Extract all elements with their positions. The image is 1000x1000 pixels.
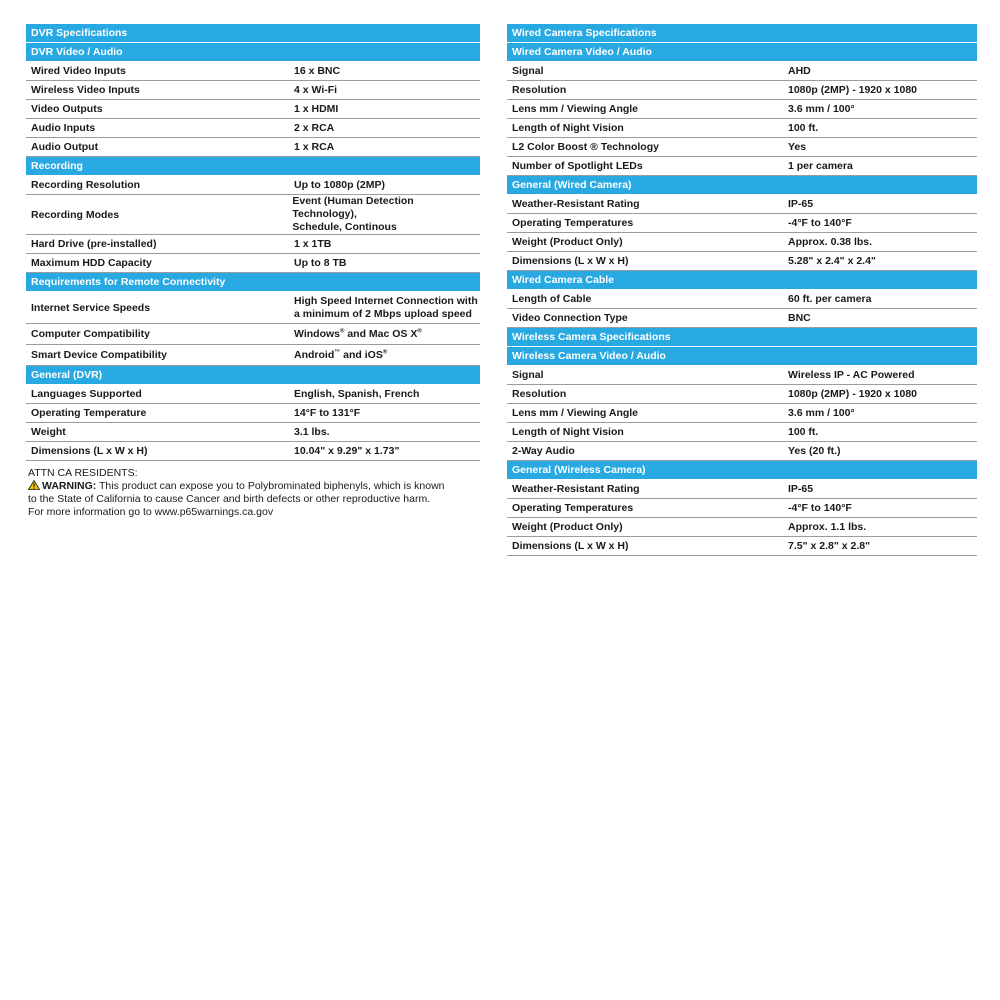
spec-row-operating-temperatures — [507, 499, 977, 518]
spec-label: Smart Device Compatibility — [31, 349, 167, 361]
warning-label: WARNING: — [42, 480, 97, 492]
spec-label: Number of Spotlight LEDs — [512, 160, 643, 172]
spec-value: 1080p (2MP) - 1920 x 1080 — [788, 387, 917, 400]
section-header-wireless-camera-specifications: Wireless Camera Specifications — [507, 328, 977, 346]
camera-spec-column — [507, 24, 977, 556]
section-header-dvr-video-audio: DVR Video / Audio — [26, 43, 480, 61]
spec-label: Weather-Resistant Rating — [512, 198, 640, 210]
spec-row-two-way-audio — [507, 442, 977, 461]
spec-row-night-vision — [507, 423, 977, 442]
section-header-wireless-camera-video-audio: Wireless Camera Video / Audio — [507, 347, 977, 365]
spec-value: 16 x BNC — [294, 64, 341, 77]
spec-label: Languages Supported — [31, 388, 142, 400]
spec-value: 1 x HDMI — [294, 102, 339, 115]
spec-value: 60 ft. per camera — [788, 292, 872, 305]
spec-row-video-connection-type — [507, 309, 977, 328]
spec-row-cable-length — [507, 290, 977, 309]
spec-value-line: High Speed Internet Connection with — [294, 294, 478, 307]
spec-value: 14°F to 131°F — [294, 406, 361, 419]
spec-value-line: a minimum of 2 Mbps upload speed — [294, 307, 472, 320]
os-name-ios: and iOS — [340, 348, 383, 361]
spec-label: Audio Output — [31, 141, 99, 153]
spec-value: Approx. 0.38 lbs. — [788, 235, 873, 248]
spec-label: Weight (Product Only) — [512, 236, 623, 248]
spec-label: Dimensions (L x W x H) — [31, 445, 148, 457]
spec-value — [294, 349, 387, 362]
trademark-mark: ™ — [334, 349, 341, 355]
spec-label: 2-Way Audio — [512, 445, 575, 457]
warning-text: This product can expose you to Polybrominated biphenyls, which is known — [96, 480, 445, 492]
spec-label: Lens mm / Viewing Angle — [512, 407, 639, 419]
os-name-windows: Windows — [294, 327, 340, 340]
spec-row-audio-inputs — [26, 119, 480, 138]
spec-label: Computer Compatibility — [31, 328, 151, 340]
spec-value: Yes — [788, 140, 807, 153]
spec-value: Up to 8 TB — [294, 256, 347, 269]
spec-label: Weight (Product Only) — [512, 521, 623, 533]
prop65-notice — [26, 467, 480, 519]
spec-row-max-hdd-capacity — [26, 254, 480, 273]
spec-row-dimensions — [26, 442, 480, 461]
spec-value: 2 x RCA — [294, 121, 335, 134]
spec-label: Length of Cable — [512, 293, 592, 305]
spec-label: Video Outputs — [31, 103, 103, 115]
spec-label: Operating Temperatures — [512, 217, 634, 229]
spec-value: -4°F to 140°F — [788, 501, 852, 514]
spec-value: 7.5" x 2.8" x 2.8" — [788, 539, 871, 552]
spec-value: Yes (20 ft.) — [788, 444, 841, 457]
section-header-recording: Recording — [26, 157, 480, 175]
spec-row-resolution — [507, 385, 977, 404]
section-header-wired-camera-cable: Wired Camera Cable — [507, 271, 977, 289]
spec-row-weight — [507, 233, 977, 252]
spec-row-computer-compatibility — [26, 324, 480, 345]
section-header-dvr-specifications: DVR Specifications — [26, 24, 480, 42]
spec-value: 3.6 mm / 100° — [788, 102, 855, 115]
spec-row-languages-supported — [26, 385, 480, 404]
spec-label: L2 Color Boost ® Technology — [512, 141, 659, 153]
spec-row-video-outputs — [26, 100, 480, 119]
spec-row-weight — [26, 423, 480, 442]
section-header-wired-camera-video-audio: Wired Camera Video / Audio — [507, 43, 977, 61]
spec-label: Length of Night Vision — [512, 122, 624, 134]
spec-value: 100 ft. — [788, 425, 819, 438]
spec-row-resolution — [507, 81, 977, 100]
spec-label: Recording Modes — [31, 208, 120, 221]
spec-label: Internet Service Speeds — [31, 301, 151, 314]
spec-value: 1 x RCA — [294, 140, 335, 153]
spec-label: Dimensions (L x W x H) — [512, 540, 629, 552]
spec-label: Recording Resolution — [31, 179, 141, 191]
spec-row-signal — [507, 62, 977, 81]
spec-row-weather-rating — [507, 195, 977, 214]
spec-label: Weather-Resistant Rating — [512, 483, 640, 495]
spec-label: Resolution — [512, 388, 567, 400]
spec-value: 4 x Wi-Fi — [294, 83, 338, 96]
section-header-general-dvr: General (DVR) — [26, 366, 480, 384]
notice-heading: ATTN CA RESIDENTS: — [28, 467, 138, 479]
spec-row-weight — [507, 518, 977, 537]
spec-label: Video Connection Type — [512, 312, 628, 324]
section-header-general-wired-camera: General (Wired Camera) — [507, 176, 977, 194]
spec-label: Lens mm / Viewing Angle — [512, 103, 639, 115]
spec-row-operating-temperature — [26, 404, 480, 423]
dvr-spec-column — [26, 24, 480, 519]
spec-value: 3.6 mm / 100° — [788, 406, 855, 419]
notice-link-line: For more information go to www.p65warnings.ca.gov — [28, 506, 274, 518]
spec-value — [294, 295, 478, 321]
spec-value: 1 per camera — [788, 159, 853, 172]
spec-row-wireless-video-inputs — [26, 81, 480, 100]
spec-value: IP-65 — [788, 482, 814, 495]
warning-triangle-icon — [28, 480, 40, 490]
spec-label: Operating Temperature — [31, 407, 147, 419]
spec-label: Resolution — [512, 84, 567, 96]
spec-value-line: Event (Human Detection Technology), — [292, 195, 414, 220]
spec-value: 1 x 1TB — [294, 237, 332, 250]
spec-value — [292, 195, 480, 234]
spec-row-lens-viewing-angle — [507, 100, 977, 119]
spec-label: Signal — [512, 369, 544, 381]
spec-row-dimensions — [507, 252, 977, 271]
section-header-general-wireless-camera: General (Wireless Camera) — [507, 461, 977, 479]
section-header-wired-camera-specifications: Wired Camera Specifications — [507, 24, 977, 42]
spec-value: 100 ft. — [788, 121, 819, 134]
spec-label: Signal — [512, 65, 544, 77]
registered-mark: ® — [339, 328, 345, 334]
spec-label: Wireless Video Inputs — [31, 84, 140, 96]
spec-label: Hard Drive (pre-installed) — [31, 238, 157, 250]
spec-row-night-vision — [507, 119, 977, 138]
spec-value: Approx. 1.1 lbs. — [788, 520, 867, 533]
spec-label: Length of Night Vision — [512, 426, 624, 438]
spec-row-weather-rating — [507, 480, 977, 499]
spec-row-spotlight-leds — [507, 157, 977, 176]
spec-value: AHD — [788, 64, 811, 77]
spec-row-signal — [507, 366, 977, 385]
spec-value: 1080p (2MP) - 1920 x 1080 — [788, 83, 917, 96]
spec-row-recording-resolution — [26, 176, 480, 195]
spec-value-line: Schedule, Continous — [292, 221, 397, 233]
spec-row-lens-viewing-angle — [507, 404, 977, 423]
spec-row-smart-device-compatibility — [26, 345, 480, 366]
spec-label: Maximum HDD Capacity — [31, 257, 152, 269]
spec-value: 10.04" x 9.29" x 1.73" — [294, 444, 400, 457]
spec-row-color-boost — [507, 138, 977, 157]
spec-label: Dimensions (L x W x H) — [512, 255, 629, 267]
spec-value: IP-65 — [788, 197, 814, 210]
registered-mark: ® — [382, 349, 388, 355]
spec-row-recording-modes — [26, 195, 480, 235]
spec-value: -4°F to 140°F — [788, 216, 852, 229]
spec-value: 5.28" x 2.4" x 2.4" — [788, 254, 876, 267]
notice-line: to the State of California to cause Cancer and birth defects or other reproductive harm. — [28, 493, 431, 505]
spec-value: Wireless IP - AC Powered — [788, 368, 915, 381]
section-header-remote-connectivity: Requirements for Remote Connectivity — [26, 273, 480, 291]
spec-row-internet-service-speeds — [26, 292, 480, 324]
spec-row-wired-video-inputs — [26, 62, 480, 81]
spec-value — [294, 328, 422, 341]
spec-row-operating-temperatures — [507, 214, 977, 233]
spec-value: Up to 1080p (2MP) — [294, 178, 386, 191]
os-name-mac: and Mac OS X — [344, 327, 418, 340]
spec-row-dimensions — [507, 537, 977, 556]
notice-warning-line — [28, 480, 480, 493]
spec-row-hard-drive — [26, 235, 480, 254]
os-name-android: Android — [294, 348, 335, 361]
spec-value: English, Spanish, French — [294, 387, 420, 400]
spec-label: Operating Temperatures — [512, 502, 634, 514]
spec-label: Audio Inputs — [31, 122, 96, 134]
spec-value: BNC — [788, 311, 811, 324]
spec-row-audio-output — [26, 138, 480, 157]
registered-mark: ® — [417, 328, 422, 334]
spec-label: Wired Video Inputs — [31, 65, 126, 77]
spec-label: Weight — [31, 426, 66, 438]
spec-value: 3.1 lbs. — [294, 425, 330, 438]
